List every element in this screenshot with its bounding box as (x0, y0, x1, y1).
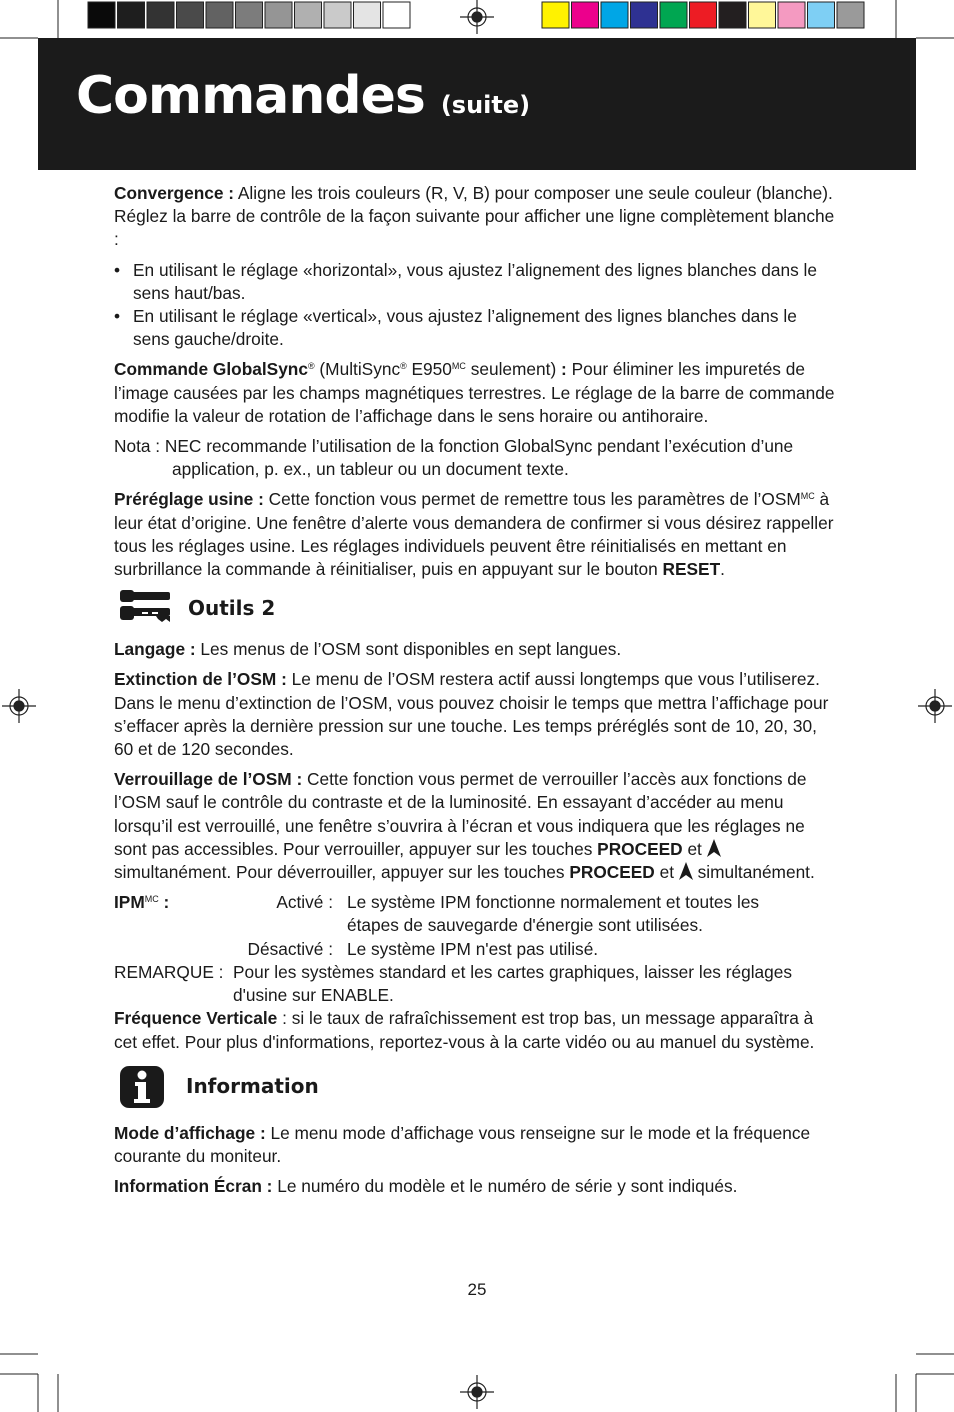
color-swatch (206, 2, 233, 28)
color-swatch (690, 2, 717, 28)
globalsync-paragraph (114, 358, 838, 428)
color-swatch (295, 2, 322, 28)
ipm-label-cell (114, 891, 234, 937)
color-swatch-bar (542, 2, 864, 28)
up-arrow-icon (679, 862, 693, 880)
tools2-heading (114, 588, 838, 628)
reset-keyword: RESET (662, 559, 721, 580)
color-swatch (236, 2, 263, 28)
ipm-colon: : (158, 892, 170, 913)
language-paragraph (114, 638, 838, 661)
globalsync-colon: : (561, 359, 567, 380)
globalsync-model: E950 (406, 359, 452, 380)
convergence-paragraph (114, 182, 838, 252)
screen-info-paragraph (114, 1175, 838, 1198)
main-content (114, 182, 838, 1205)
globalsync-label: Commande GlobalSync (114, 359, 308, 380)
mc-mark: MC (800, 491, 815, 502)
ipm-label: IPM (114, 892, 145, 913)
color-swatch (837, 2, 864, 28)
convergence-text: Aligne les trois couleurs (R, V, B) pour composer une seule couleur (blanche). Réglez la barre de contrôle de la façon suivante pour afficher une ligne complètement blanche : (114, 183, 835, 250)
information-title: Information (186, 1074, 319, 1099)
ipm-section (114, 891, 838, 1007)
convergence-label: Convergence : (114, 183, 235, 203)
color-swatch (147, 2, 174, 28)
osm-lock-text-2: simultanément. Pour déverrouiller, appuyer sur les touches (114, 862, 570, 883)
osm-lock-paragraph (114, 768, 838, 884)
osm-lock-end: simultanément. (692, 862, 815, 883)
up-arrow-icon (707, 839, 721, 857)
color-swatch (808, 2, 835, 28)
color-swatch (660, 2, 687, 28)
title-text: Commandes (76, 66, 425, 126)
proceed-keyword: PROCEED (569, 862, 655, 883)
ipm-on-label: Activé : (276, 892, 333, 913)
globalsync-only: seulement) (465, 359, 561, 380)
factory-preset-text: Cette fonction vous permet de remettre tous les paramètres de l’OSM (263, 489, 801, 510)
globalsync-note: Nota : NEC recommande l’utilisation de la fonction GlobalSync pendant l’exécution d’une application, p. ex., un tableur ou un document texte. (114, 436, 794, 480)
display-mode-paragraph (114, 1122, 838, 1168)
color-swatch (177, 2, 204, 28)
info-icon (118, 1064, 168, 1110)
screen-info-label: Information Écran : (114, 1176, 273, 1197)
tools2-title: Outils 2 (188, 595, 276, 620)
remark-text: Pour les systèmes standard et les cartes graphiques, laisser les réglages d'usine sur ENABLE. (233, 961, 793, 1006)
proceed-keyword: PROCEED (597, 838, 683, 859)
screen-info-text: Le numéro du modèle et le numéro de série y sont indiqués. (272, 1176, 738, 1197)
color-swatch (749, 2, 776, 28)
color-swatch (324, 2, 351, 28)
registration-target-icon (460, 0, 494, 34)
osm-lock-and: et (682, 838, 707, 859)
convergence-bullets (114, 259, 838, 352)
osm-timeout-label: Extinction de l’OSM : (114, 669, 287, 690)
ipm-row-on (114, 891, 838, 937)
color-swatch (572, 2, 599, 28)
gray-swatch-bar (88, 2, 410, 28)
color-swatch (354, 2, 381, 28)
page-number: 25 (467, 1280, 487, 1299)
registration-target-icon (2, 689, 36, 723)
color-swatch (631, 2, 658, 28)
color-swatch (383, 2, 410, 28)
vertical-frequency-text: : si le taux de rafraîchissement est trop bas, un message apparaîtra à cet effet. Pour plus d'informations, reportez-vous à la carte vidéo ou au manuel du système. (114, 1008, 815, 1052)
registered-mark: ® (400, 361, 407, 372)
registration-target-icon (918, 689, 952, 723)
language-text: Les menus de l’OSM sont disponibles en sept langues. (195, 639, 622, 660)
factory-preset-text-2: à leur état d’origine. Une fenêtre d’alerte vous demandera de confirmer si vous désirez rappeller tous les réglages usine. Les réglages individuels peuvent être réinitialisés en mettant en surbrillance la commande à réinitialiser, puis en appuyant sur le bouton (114, 489, 834, 580)
tools-icon (118, 588, 176, 628)
color-swatch (778, 2, 805, 28)
factory-preset-label: Préréglage usine : (114, 489, 264, 510)
color-swatch (719, 2, 746, 28)
color-swatch (118, 2, 145, 28)
list-item: • En utilisant le réglage «horizontal», vous ajustez l’alignement des lignes blanches dans le sens haut/bas. (114, 259, 817, 303)
osm-lock-and-2: et (654, 862, 679, 883)
color-swatch (265, 2, 292, 28)
title-suffix: (suite) (440, 91, 531, 119)
globalsync-text: Pour éliminer les impuretés de l’image causées par les champs magnétiques terrestres. Le réglage de la barre de commande modifie la valeur de rotation de l’affichage dans le sens horaire ou antihoraire. (114, 359, 835, 426)
factory-preset-end: . (720, 559, 725, 580)
color-swatch (542, 2, 569, 28)
color-swatch (601, 2, 628, 28)
vertical-frequency-paragraph (114, 1007, 838, 1053)
osm-lock-label: Verrouillage de l’OSM : (114, 769, 303, 790)
bullet-text: En utilisant le réglage «vertical», vous ajustez l’alignement des lignes blanches dans le sens gauche/droite. (133, 306, 797, 350)
ipm-off-label: Désactivé : (247, 938, 333, 959)
ipm-spacer (114, 938, 234, 961)
display-mode-label: Mode d’affichage : (114, 1122, 266, 1143)
bullet-text: En utilisant le réglage «horizontal», vous ajustez l’alignement des lignes blanches dans le sens haut/bas. (133, 259, 817, 303)
ipm-remark (114, 961, 838, 1007)
information-heading (114, 1062, 838, 1112)
remark-label: REMARQUE : (114, 961, 224, 982)
osm-lock-text: Cette fonction vous permet de verrouiller l’accès aux fonctions de l’OSM sauf le contrôle du contraste et de la luminosité. En essayant d’accéder au menu lorsqu’il est verrouillé, une fenêtre s’ouvrira à l’écran et vous indiquera que les réglages ne sont pas accessibles. Pour verrouiller, appuyer sur les touches (114, 769, 807, 859)
factory-preset-paragraph (114, 488, 838, 581)
display-mode-text: Le menu mode d’affichage vous renseigne sur le mode et la fréquence courante du moniteur. (114, 1122, 811, 1166)
mc-mark: MC (451, 361, 466, 372)
vertical-frequency-label: Fréquence Verticale (114, 1008, 278, 1029)
registration-target-icon (460, 1375, 494, 1409)
osm-timeout-paragraph (114, 668, 838, 761)
ipm-off-text: Le système IPM n'est pas utilisé. (347, 938, 599, 959)
ipm-on-text: Le système IPM fonctionne normalement et toutes les étapes de sauvegarde d'énergie sont utilisées. (347, 892, 760, 936)
mc-mark: MC (144, 894, 159, 905)
list-item: • En utilisant le réglage «vertical», vous ajustez l’alignement des lignes blanches dans le sens gauche/droite. (114, 306, 797, 350)
ipm-row-off (114, 938, 838, 961)
globalsync-paren: (MultiSync (314, 359, 401, 380)
language-label: Langage : (114, 639, 196, 660)
osm-timeout-text: Le menu de l’OSM restera actif aussi longtemps que vous l’utiliserez. Dans le menu d’extinction de l’OSM, vous pouvez choisir le temps que mettra l’affichage pour s’effacer après la dernière pression sur une touche. Les temps préréglés sont de 10, 20, 30, 60 et de 120 secondes. (114, 669, 829, 760)
registered-mark: ® (307, 361, 315, 372)
color-swatch (88, 2, 115, 28)
page-title (76, 66, 530, 126)
